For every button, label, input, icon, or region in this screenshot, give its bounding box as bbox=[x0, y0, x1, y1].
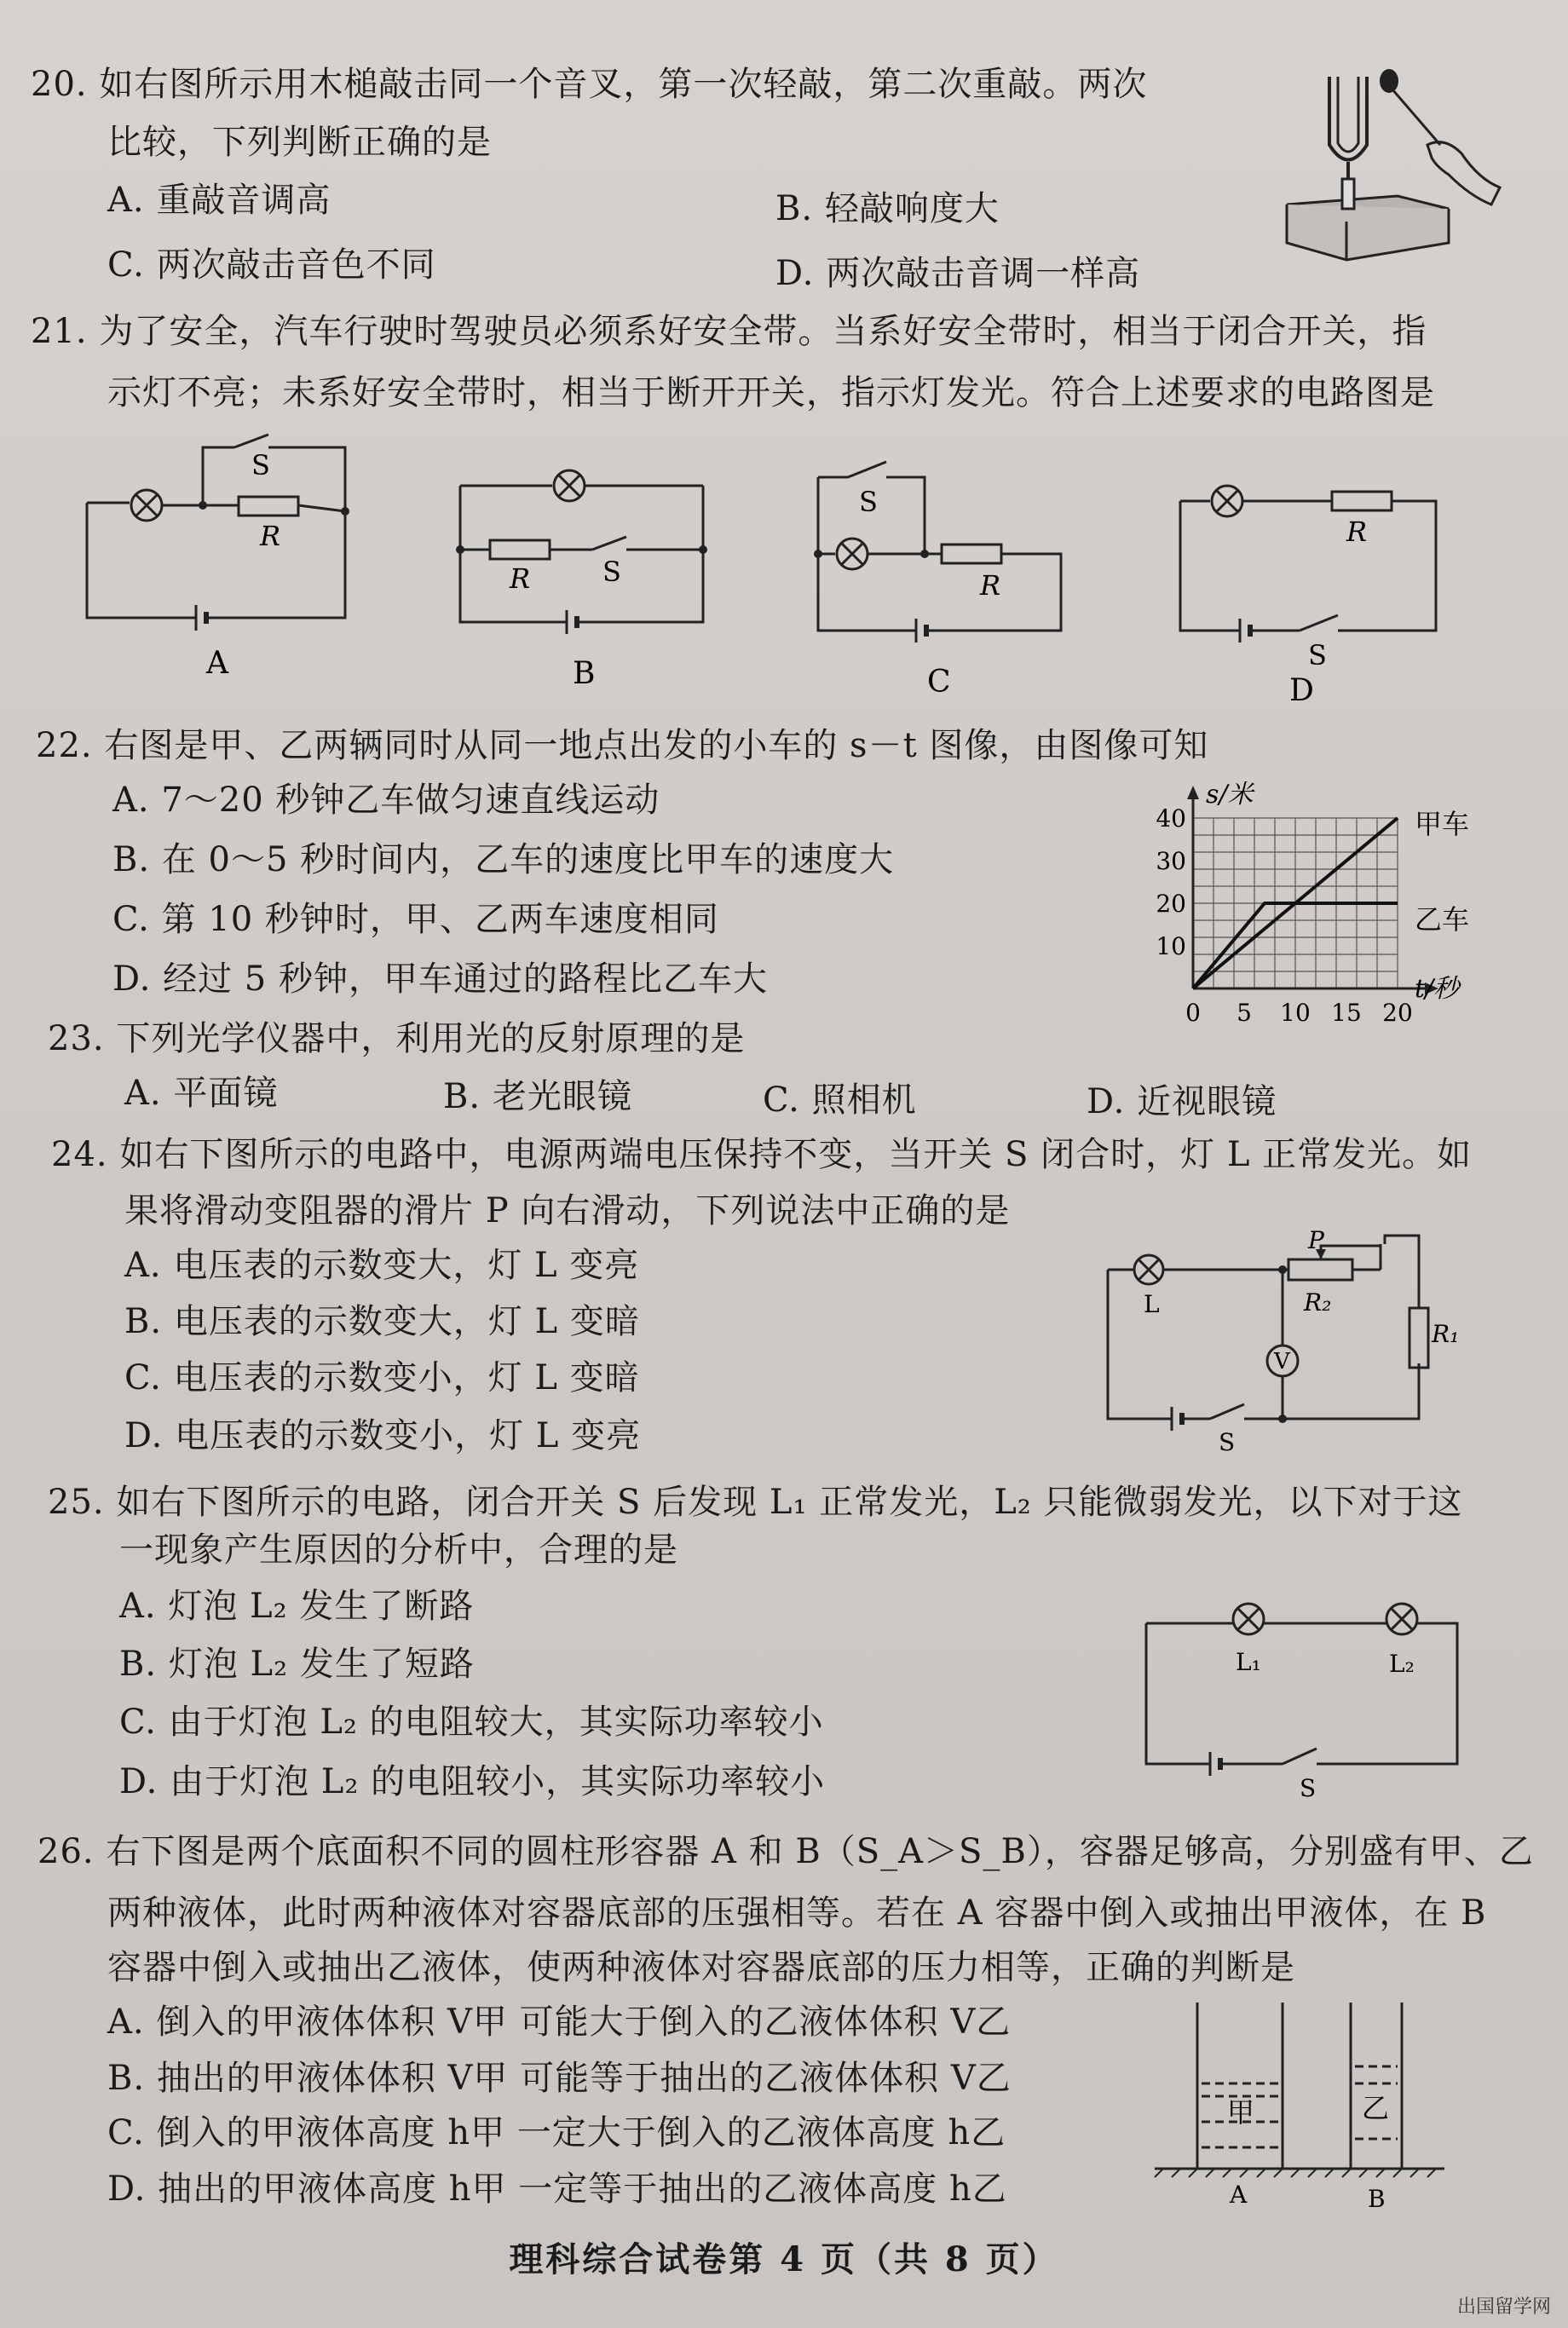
chart-x-label: t/秒 bbox=[1415, 974, 1460, 1004]
circuit-q25 bbox=[1138, 1593, 1470, 1802]
q22-option-c: C. 第 10 秒钟时，甲、乙两车速度相同 bbox=[112, 900, 719, 939]
q22-option-d: D. 经过 5 秒钟，甲车通过的路程比乙车大 bbox=[112, 959, 768, 999]
q20-line2: 比较，下列判断正确的是 bbox=[107, 123, 492, 162]
q23-option-b: B. 老光眼镜 bbox=[443, 1077, 632, 1116]
q24-line2: 果将滑动变阻器的滑片 P 向右滑动，下列说法中正确的是 bbox=[124, 1191, 1011, 1230]
tuning-fork-figure bbox=[1278, 60, 1517, 268]
q25-option-d: D. 由于灯泡 L₂ 的电阻较小，其实际功率较小 bbox=[119, 1762, 826, 1801]
container-b-label: B bbox=[1368, 2185, 1386, 2213]
circuit-b-resistor-label: R bbox=[510, 562, 531, 595]
x-tick-label: 20 bbox=[1382, 999, 1413, 1027]
q25-line1: 25. 如右下图所示的电路，闭合开关 S 后发现 L₁ 正常发光，L₂ 只能微弱发光，以下对于这 bbox=[48, 1483, 1463, 1522]
q25-l1-label: L₁ bbox=[1236, 1648, 1261, 1676]
q25-l2-label: L₂ bbox=[1389, 1650, 1415, 1678]
x-tick-label: 15 bbox=[1331, 999, 1362, 1027]
x-tick-label: 5 bbox=[1237, 999, 1252, 1027]
y-tick-label: 10 bbox=[1156, 932, 1186, 960]
q25-option-c: C. 由于灯泡 L₂ 的电阻较大，其实际功率较小 bbox=[119, 1703, 824, 1742]
container-a-label: A bbox=[1230, 2181, 1248, 2209]
q24-option-b: B. 电压表的示数变大，灯 L 变暗 bbox=[124, 1302, 640, 1341]
q24-slider-label: P bbox=[1308, 1226, 1324, 1254]
q25-option-b: B. 灯泡 L₂ 发生了短路 bbox=[119, 1645, 475, 1684]
circuit-a-switch-label: S bbox=[251, 449, 270, 481]
circuit-c bbox=[810, 469, 1074, 711]
y-axis-arrow bbox=[1187, 786, 1199, 799]
circuit-c-resistor-label: R bbox=[980, 569, 1001, 602]
q26-option-a: A. 倒入的甲液体体积 V甲 可能大于倒入的乙液体体积 V乙 bbox=[107, 2002, 1012, 2042]
q26-option-b: B. 抽出的甲液体体积 V甲 可能等于抽出的乙液体体积 V乙 bbox=[107, 2059, 1012, 2098]
circuit-b-label: B bbox=[573, 656, 596, 691]
circuit-d-label: D bbox=[1289, 673, 1314, 708]
liquid-yi-label: 乙 bbox=[1362, 2092, 1390, 2124]
circuit-b-switch-label: S bbox=[602, 556, 621, 588]
q24-switch-label: S bbox=[1219, 1428, 1236, 1456]
series-label-yi: 乙车 bbox=[1415, 903, 1470, 936]
q21-line1: 21. 为了安全，汽车行驶时驾驶员必须系好安全带。当系好安全带时，相当于闭合开关，指 bbox=[31, 312, 1427, 351]
circuit-d bbox=[1172, 477, 1453, 719]
q20-option-b: B. 轻敲响度大 bbox=[775, 189, 1000, 228]
circuit-d-resistor-label: R bbox=[1346, 516, 1368, 548]
q26-line3: 容器中倒入或抽出乙液体，使两种液体对容器底部的压力相等，正确的判断是 bbox=[107, 1948, 1295, 1987]
st-chart bbox=[1142, 780, 1500, 1060]
circuit-b bbox=[452, 460, 716, 694]
q24-r2-label: R₂ bbox=[1304, 1288, 1332, 1317]
circuit-a-resistor-label: R bbox=[260, 520, 281, 552]
q26-option-d: D. 抽出的甲液体高度 h甲 一定等于抽出的乙液体高度 h乙 bbox=[107, 2170, 1007, 2209]
q26-line2: 两种液体，此时两种液体对容器底部的压强相等。若在 A 容器中倒入或抽出甲液体，在 B bbox=[107, 1893, 1487, 1933]
q22-line1: 22. 右图是甲、乙两辆同时从同一地点出发的小车的 s－t 图像，由图像可知 bbox=[36, 726, 1209, 765]
q20-line1: 20. 如右图所示用木槌敲击同一个音叉，第一次轻敲，第二次重敲。两次 bbox=[31, 65, 1148, 104]
q25-line2: 一现象产生原因的分析中，合理的是 bbox=[119, 1530, 678, 1570]
circuit-q24 bbox=[1099, 1227, 1474, 1461]
q20-option-c: C. 两次敲击音色不同 bbox=[107, 245, 436, 285]
page-footer: 理科综合试卷第 4 页（共 8 页） bbox=[509, 2239, 1059, 2279]
y-tick-label: 30 bbox=[1156, 847, 1186, 875]
liquid-jia-label: 甲 bbox=[1227, 2096, 1255, 2129]
q24-r1-label: R₁ bbox=[1432, 1320, 1460, 1348]
watermark: 出国留学网 bbox=[1456, 2296, 1551, 2318]
y-tick-label: 40 bbox=[1156, 804, 1186, 833]
q24-voltmeter-label: V bbox=[1274, 1349, 1290, 1374]
chart-y-label: s/米 bbox=[1206, 780, 1254, 810]
circuit-d-switch-label: S bbox=[1308, 639, 1327, 671]
circuit-a bbox=[77, 426, 366, 685]
q23-option-d: D. 近视眼镜 bbox=[1087, 1082, 1277, 1121]
q22-option-a: A. 7～20 秒钟乙车做匀速直线运动 bbox=[112, 781, 660, 820]
q21-line2: 示灯不亮；未系好安全带时，相当于断开开关，指示灯发光。符合上述要求的电路图是 bbox=[107, 373, 1435, 412]
q24-option-a: A. 电压表的示数变大，灯 L 变亮 bbox=[124, 1246, 640, 1285]
circuit-a-label: A bbox=[206, 646, 228, 681]
x-tick-label: 0 bbox=[1185, 999, 1201, 1027]
q20-option-a: A. 重敲音调高 bbox=[107, 181, 331, 220]
x-tick-label: 10 bbox=[1280, 999, 1311, 1027]
q24-option-d: D. 电压表的示数变小，灯 L 变亮 bbox=[124, 1416, 642, 1455]
circuit-c-label: C bbox=[927, 665, 951, 700]
circuit-c-switch-label: S bbox=[859, 486, 878, 518]
q24-lamp-label: L bbox=[1144, 1290, 1160, 1318]
containers-figure bbox=[1155, 2002, 1453, 2219]
q24-option-c: C. 电压表的示数变小，灯 L 变暗 bbox=[124, 1358, 640, 1397]
y-tick-label: 20 bbox=[1156, 890, 1186, 918]
q23-option-a: A. 平面镜 bbox=[124, 1074, 279, 1113]
q25-option-a: A. 灯泡 L₂ 发生了断路 bbox=[119, 1587, 475, 1626]
q24-line1: 24. 如右下图所示的电路中，电源两端电压保持不变，当开关 S 闭合时，灯 L 正常发光。如 bbox=[51, 1135, 1473, 1174]
q23-line1: 23. 下列光学仪器中，利用光的反射原理的是 bbox=[48, 1019, 746, 1058]
q26-option-c: C. 倒入的甲液体高度 h甲 一定大于倒入的乙液体高度 h乙 bbox=[107, 2113, 1006, 2152]
q22-option-b: B. 在 0～5 秒时间内，乙车的速度比甲车的速度大 bbox=[112, 840, 895, 879]
q26-line1: 26. 右下图是两个底面积不同的圆柱形容器 A 和 B（S_A＞S_B），容器足够高，分别盛有甲、乙 bbox=[37, 1832, 1534, 1871]
q20-option-d: D. 两次敲击音调一样高 bbox=[775, 254, 1141, 293]
q23-option-c: C. 照相机 bbox=[763, 1080, 917, 1120]
q25-switch-label: S bbox=[1300, 1774, 1317, 1802]
series-label-jia: 甲车 bbox=[1415, 808, 1470, 840]
